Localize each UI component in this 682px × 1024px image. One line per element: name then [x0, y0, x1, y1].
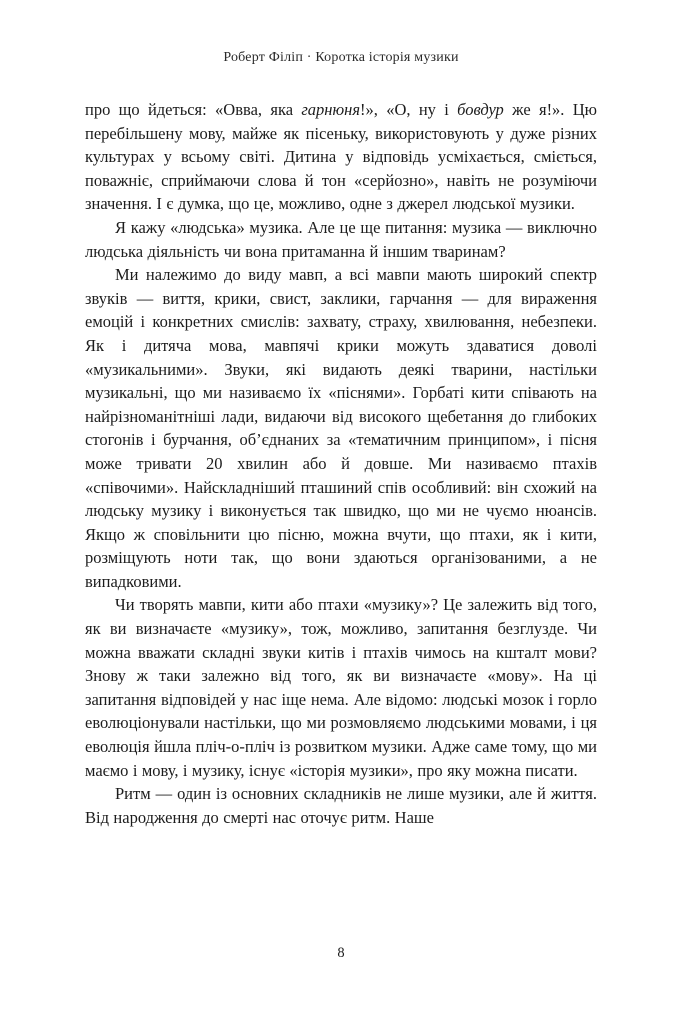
paragraph	[85, 216, 597, 263]
body-text	[85, 98, 597, 829]
italic-text: гарнюня	[301, 100, 360, 119]
text-segment: Ритм — один із основних складників не лише музики, але й життя. Від народження до смерті нас оточує ритм. Наше	[85, 784, 597, 827]
text-segment: про що йдеться: «Овва, яка	[85, 100, 302, 119]
text-segment: же я!». Цю перебільшену мову, майже як пісеньку, використовують у дуже різних культурах у всьому світі. Дитина у відповідь усміхається, сміється, поважніє, сприймаючи слова й тон «серйозно», навіть не розуміючи значення. І є думка, що це, можливо, одне з джерел людської музики.	[85, 100, 598, 214]
paragraph	[85, 782, 597, 829]
text-segment: !», «О, ну і	[360, 100, 458, 119]
page-number: 8	[337, 945, 345, 961]
running-header: Роберт Філіп · Коротка історія музики	[223, 50, 459, 65]
text-segment: Я кажу «людська» музика. Але це ще питання: музика — виключно людська діяльність чи вона притаманна й іншим тваринам?	[85, 217, 597, 261]
paragraph	[85, 593, 597, 782]
italic-text: бовдур	[457, 100, 504, 119]
paragraph	[85, 263, 597, 593]
text-segment: Ми належимо до виду мавп, а всі мавпи мають широкий спектр звуків — виття, крики, свист, заклики, гарчання — для вираження емоцій і конкретних смислів: захвату, страху, хвилювання, небезпеки. Як і дитяча мова, мавпячі крики можуть здаватися доволі «музикальними». Звуки, які видають деякі тварини, настільки музикальні, що ми називаємо їх «піснями». Горбаті кити співають на найрізноманітніші лади, видаючи від високого щебетання до глибоких стогонів і бурчання, об’єднаних за «тематичним принципом», і пісня може тривати 20 хвилин або й довше. Ми називаємо птахів «співочими». Найскладніший пташиний спів особливий: він схожий на людську музику і виконується так швидко, що ми не чуємо нюансів. Якщо ж сповільнити цю пісню, можна вчути, що птахи, як і кити, розміщують ноти так, що вони здаються організованими, а не випадковими.	[85, 265, 597, 591]
paragraph	[85, 98, 597, 216]
text-segment: Чи творять мавпи, кити або птахи «музику»? Це залежить від того, як ви визначаєте «музику», тож, можливо, запитання безглузде. Чи можна вважати складні звуки китів і птахів чимось на кшталт мови? Знову ж таки залежно від того, як ви визначаєте «мову». На ці запитання відповідей у нас іще нема. Але відомо: людські мозок і горло еволюціонували настільки, що ми розмовляємо людськими мовами, і ця еволюція йшла пліч-о-пліч із розвитком музики. Адже саме тому, що ми маємо і мову, і музику, існує «історія музики», про яку можна писати.	[85, 595, 597, 780]
